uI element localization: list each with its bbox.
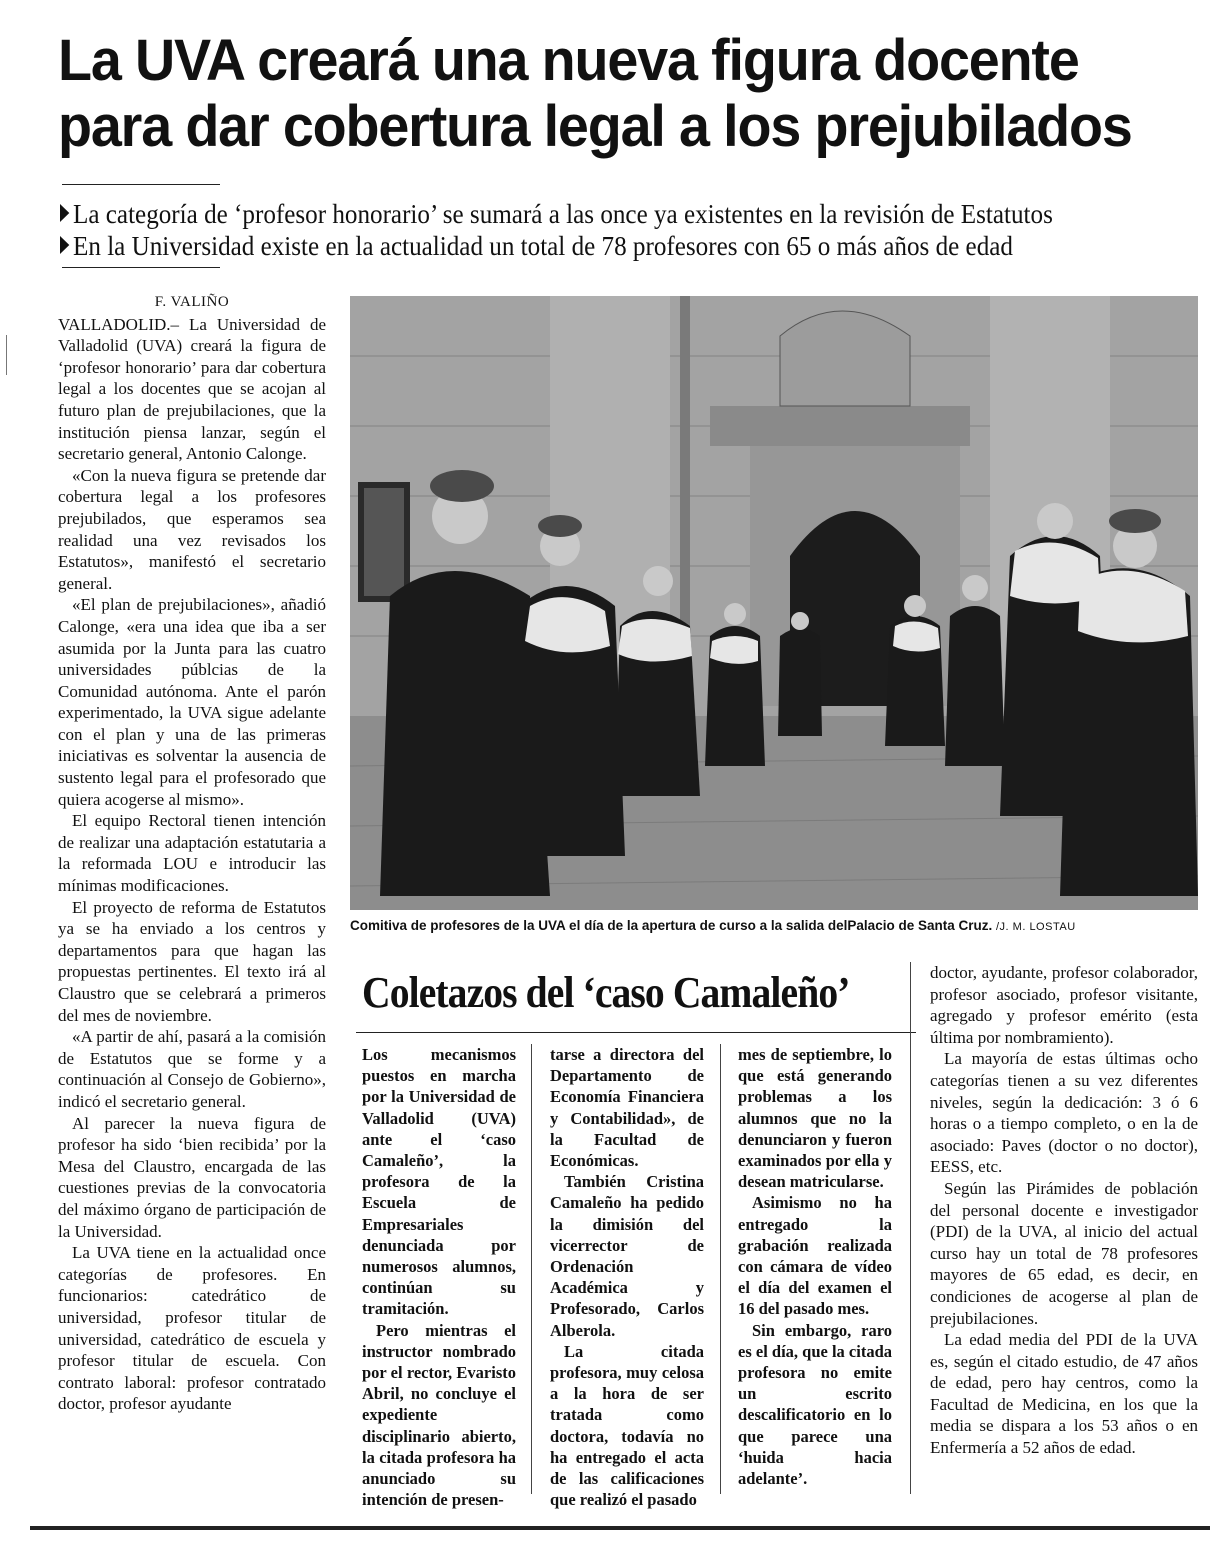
paragraph: Según las Pirámides de población del personal docente e investigador (PDI) de la UVA, al inicio del actual curso hay un total de 78 profesores mayores de 65 edad, es decir, en condiciones de acogerse al plan de prejubilaciones. [930, 1178, 1198, 1328]
paragraph: Pero mientras el instructor nombrado por el rector, Evaristo Abril, no concluye el expediente disciplinario abierto, la citada profesora ha anunciado su intención de presen- [362, 1320, 516, 1510]
sidebar-rule [356, 1032, 916, 1033]
paragraph: Asimismo no ha entregado la grabación realizada con cámara de vídeo el día del examen el 16 del pasado mes. [738, 1193, 892, 1319]
triangle-bullet-icon [60, 236, 69, 254]
paragraph: La UVA tiene en la actualidad once categorías de profesores. En funcionarios: catedrático de universidad, profesor titular de universidad, catedrático de escuela y profesor titular de escuela. Con contrato laboral: profesor contratado doctor, profesor ayudante [58, 1243, 326, 1414]
column-divider [910, 962, 911, 1494]
paragraph: La citada profesora, muy celosa a la hora de ser tratada como doctora, todavía no ha entregado el acta de las calificaciones que realizó el pasado [550, 1341, 704, 1510]
divider-top [62, 184, 220, 185]
sidebar-column-a [362, 1044, 516, 1510]
photo-credit: /J. M. LOSTAU [996, 921, 1076, 933]
paragraph: Al parecer la nueva figura de profesor ha sido ‘bien recibida’ por la Mesa del Claustro, encargada de las cuestiones previas de la convocatoria del máximo órgano de participación de la Universidad. [58, 1113, 326, 1241]
paragraph: La mayoría de estas últimas ocho categorías tienen a su vez diferentes niveles, según la dedicación: 3 ó 6 horas o a tiempo completo, o en la de asociado: Paves (doctor o no doctor), EESS, etc. [930, 1049, 1198, 1177]
article-body-column-right [930, 962, 1198, 1459]
paragraph: «A partir de ahí, pasará a la comisión de Estatutos que se forme y a continuación al Consejo de Gobierno», indicó el secretario general. [58, 1027, 326, 1111]
bottom-rule [30, 1526, 1210, 1530]
headline [58, 28, 1162, 160]
paragraph: Sin embargo, raro es el día, que la citada profesora no emite un escrito descalificatorio en lo que parece una ‘huida hacia adelante’. [738, 1320, 893, 1489]
subhead-2: En la Universidad existe en la actualidad un total de 78 profesores con 65 o más años de edad [60, 230, 1130, 262]
paragraph: doctor, ayudante, profesor colaborador, profesor asociado, profesor visitante, agregado y profesor emérito (esta última por nombramiento). [930, 963, 1198, 1047]
margin-mark [6, 335, 7, 375]
caption-text: Comitiva de profesores de la UVA el día de la apertura de curso a la salida delPalacio de Santa Cruz. [350, 918, 993, 933]
headline-line-1: La UVA creará una nueva figura docente [58, 28, 1079, 93]
paragraph: Los mecanismos puestos en marcha por la Universidad de Valladolid (UVA) ante el ‘caso Camaleño’, la profesora de la Escuela de Empresariales denunciada por numerosos alumnos, continúan su tramitación. [362, 1045, 516, 1319]
paragraph: La edad media del PDI de la UVA es, según el citado estudio, de 47 años de edad, pero hay centros, como la Facultad de Medicina, en los que la media se dispara a los 53 años o en Enfermería a 52 años de edad. [930, 1330, 1198, 1458]
sidebar-column-c [738, 1044, 892, 1489]
byline: F. VALIÑO [154, 294, 230, 310]
subhead-1: La categoría de ‘profesor honorario’ se sumará a las once ya existentes en la revisión de Estatutos [60, 198, 1130, 230]
sidebar-column-b [550, 1044, 704, 1510]
paragraph: El equipo Rectoral tienen intención de realizar una adaptación estatutaria a la reformada LOU e introducir las mínimas modificaciones. [58, 811, 326, 896]
headline-line-2: para dar cobertura legal a los prejubilados [58, 94, 1132, 159]
column-divider [720, 1044, 721, 1494]
paragraph: «El plan de prejubilaciones», añadió Calonge, «era una idea que iba a ser asumida por la Junta para las cuatro universidades públcias de la Comunidad autónoma. Ante el parón experimentado, la UVA sigue adelante con el plan y una de las primeras iniciativas es solventar la ausencia de sustento legal para el profesorado que quiera acogerse al mismo». [58, 595, 326, 809]
paragraph: mes de septiembre, lo que está generando problemas a los alumnos que no la denunciaron y fueron examinados por ella y desean matricularse. [738, 1045, 892, 1192]
paragraph: También Cristina Camaleño ha pedido la dimisión del vicerrector de Ordenación Académica y Profesorado, Carlos Alberola. [550, 1172, 704, 1340]
sidebar-title: Coletazos del ‘caso Camaleño’ [362, 968, 850, 1017]
column-divider [531, 1044, 532, 1494]
paragraph: VALLADOLID.– La Universidad de Valladolid (UVA) creará la figura de ‘profesor honorario’ para dar cobertura legal a los docentes que se acojan al futuro plan de prejubilaciones, que la institución piensa lanzar, según el secretario general, Antonio Calonge. [58, 314, 326, 464]
divider-subhead [62, 267, 220, 268]
paragraph: «Con la nueva figura se pretende dar cobertura legal a los profesores prejubilados, que esperamos sea realidad una vez revisados los Estatutos», manifestó el secretario general. [58, 465, 326, 593]
article-body-column [58, 292, 326, 1415]
triangle-bullet-icon [60, 204, 69, 222]
photo-caption [350, 918, 1210, 933]
paragraph: El proyecto de reforma de Estatutos ya se ha enviado a los centros y departamentos para que hagan las propuestas pertinentes. El texto irá al Claustro que se celebrará a primeros del mes de noviembre. [58, 897, 326, 1025]
photo-procession [350, 296, 1198, 910]
paragraph: tarse a directora del Departamento de Economía Financiera y Contabilidad», de la Facultad de Económicas. [550, 1045, 704, 1171]
